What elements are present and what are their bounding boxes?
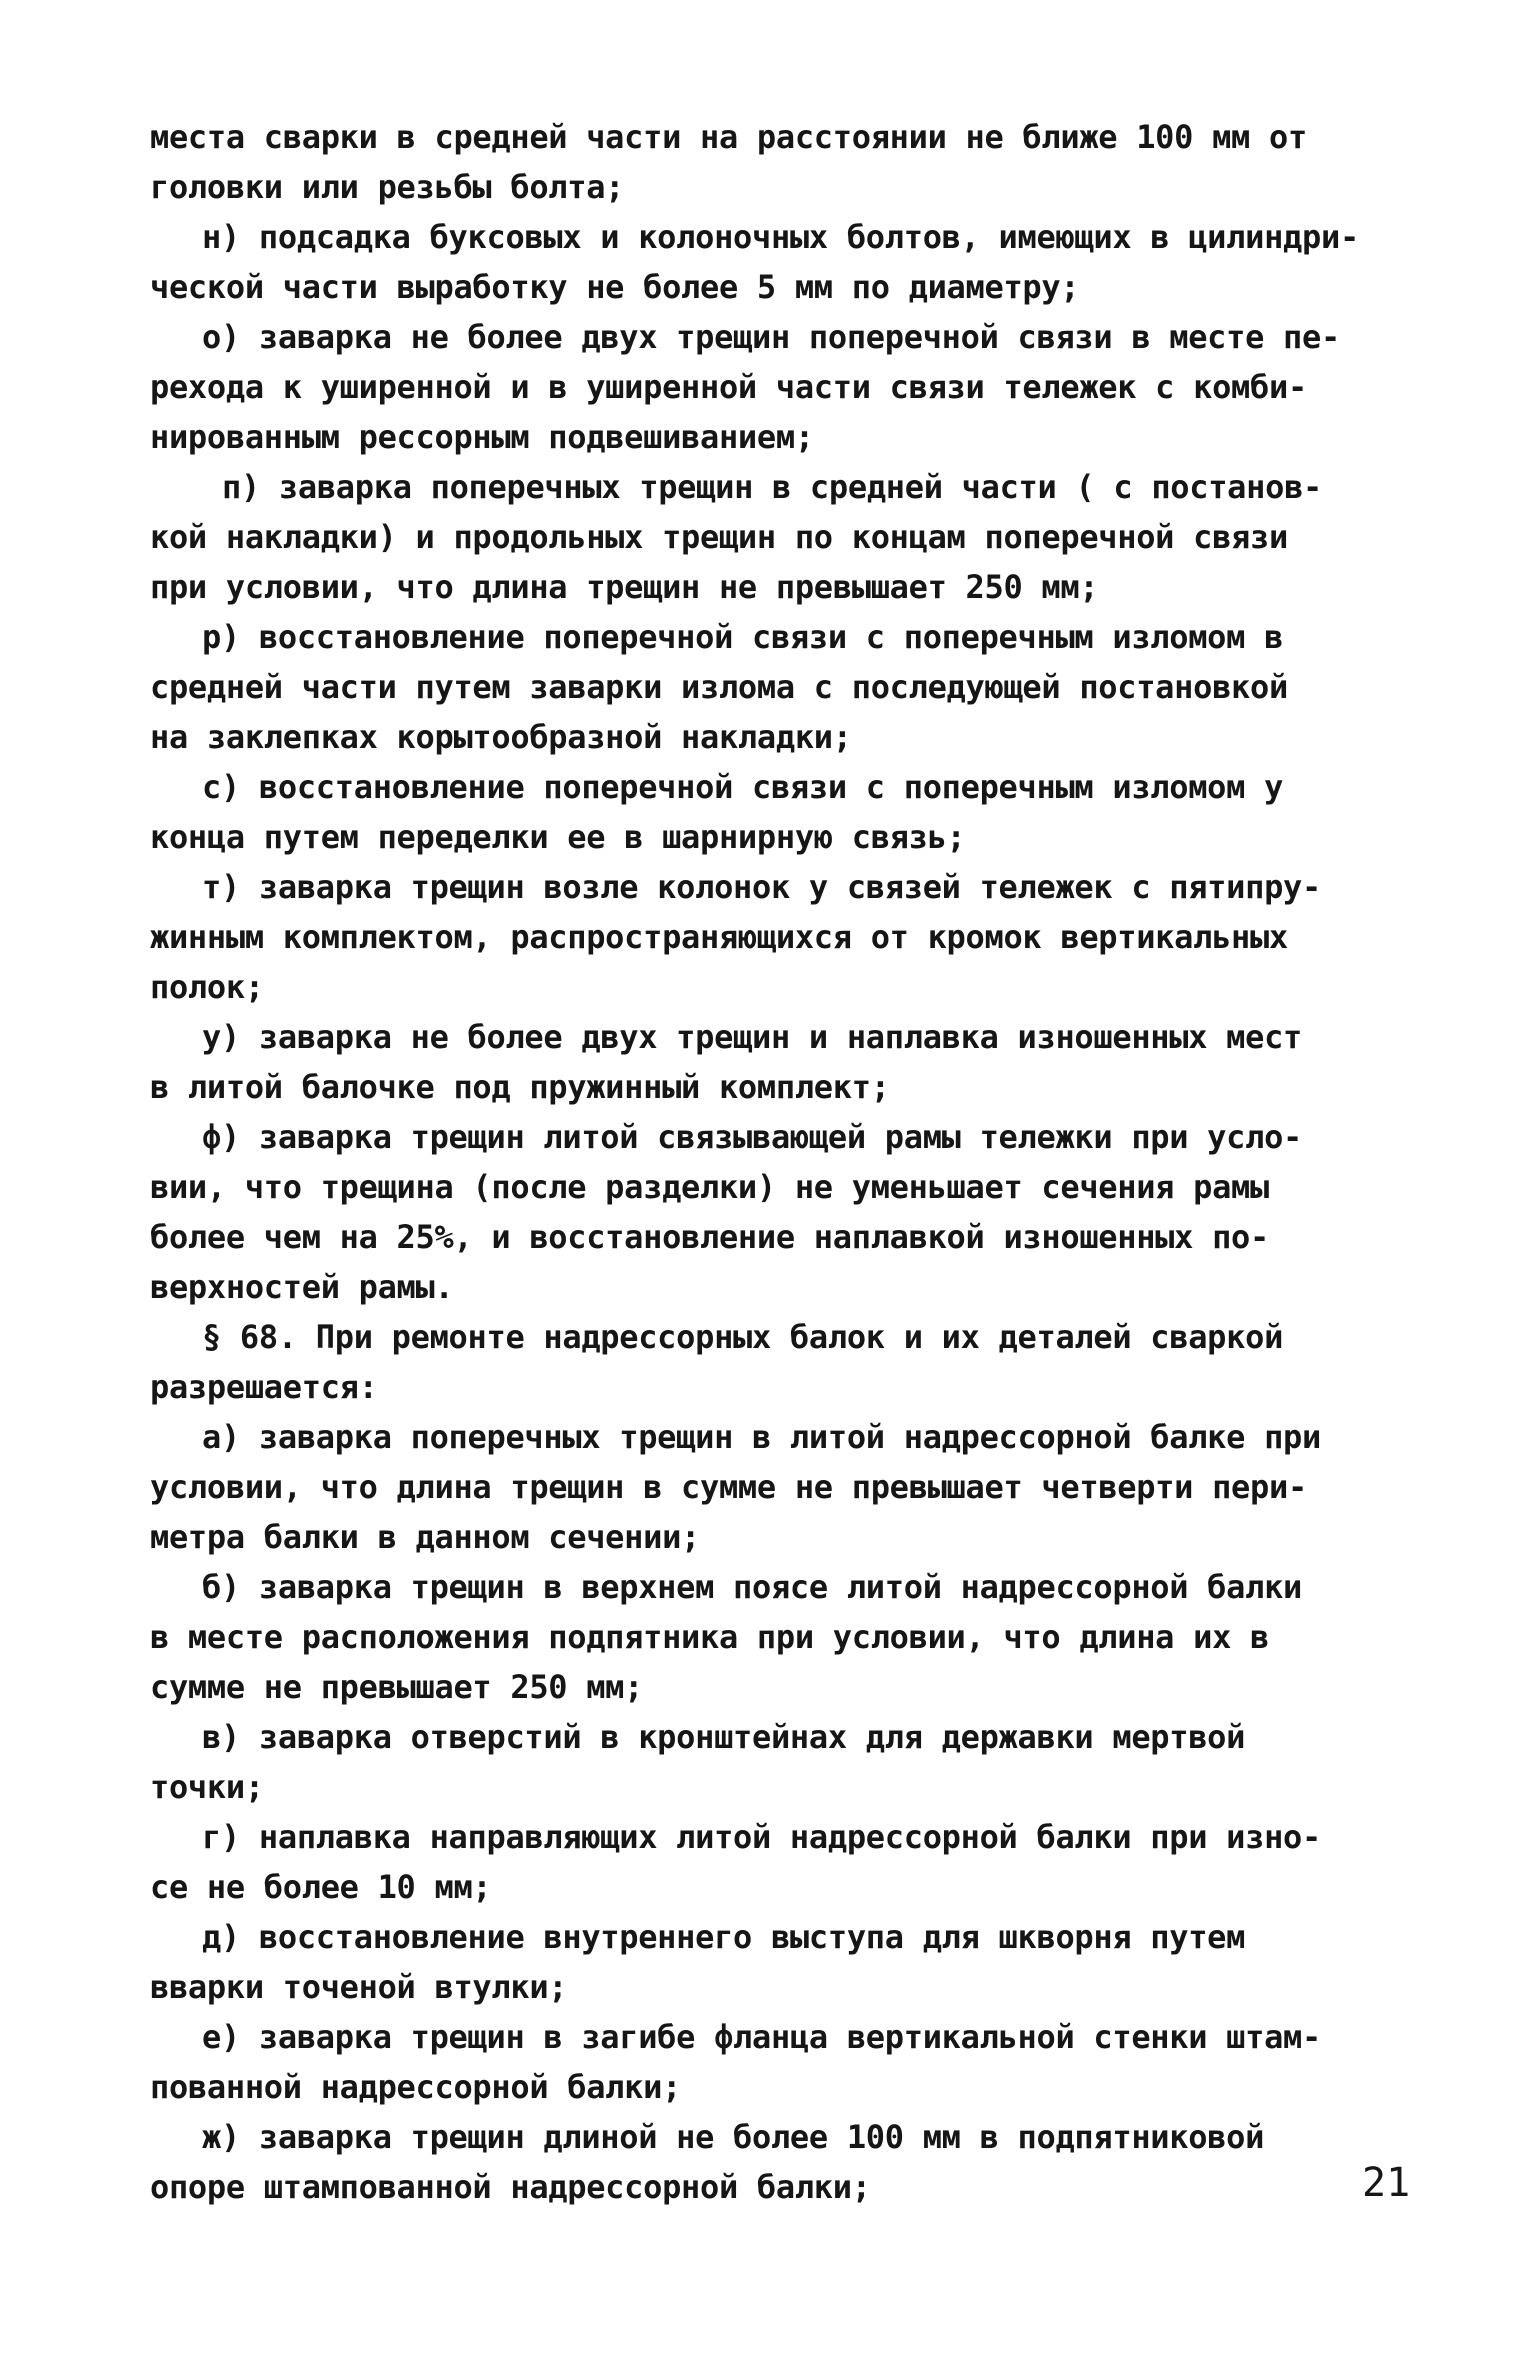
text-line: § 68. При ремонте надрессорных балок и их деталей сваркой (202, 1318, 1284, 1356)
text-line: т) заварка трещин возле колонок у связей тележек с пятипру- (202, 868, 1321, 906)
text-line: на заклепках корытообразной накладки; (150, 718, 852, 756)
text-line: в литой балочке под пружинный комплект; (150, 1068, 890, 1106)
text-line: верхностей рамы. (150, 1268, 454, 1306)
text-line: жинным комплектом, распространяющихся от кромок вертикальных (150, 918, 1288, 956)
text-line: с) восстановление поперечной связи с поперечным изломом у (202, 768, 1284, 806)
text-line: в месте расположения подпятника при условии, что длина их в (150, 1618, 1269, 1656)
text-line: вии, что трещина (после разделки) не уменьшает сечения рамы (150, 1168, 1269, 1206)
text-line: ческой части выработку не более 5 мм по диаметру; (150, 268, 1080, 306)
text-line: б) заварка трещин в верхнем поясе литой надрессорной балки (202, 1568, 1303, 1606)
text-line: условии, что длина трещин в сумме не превышает четверти пери- (150, 1468, 1307, 1506)
text-line: опоре штампованной надрессорной балки; (150, 2168, 871, 2206)
text-line: а) заварка поперечных трещин в литой надрессорной балке при (202, 1418, 1321, 1456)
text-line: более чем на 25%, и восстановление наплавкой изношенных по- (150, 1218, 1269, 1256)
text-line: г) наплавка направляющих литой надрессорной балки при изно- (202, 1818, 1321, 1856)
text-line: вварки точеной втулки; (150, 1968, 568, 2006)
text-line: в) заварка отверстий в кронштейнах для державки мертвой (202, 1718, 1246, 1756)
text-line: кой накладки) и продольных трещин по концам поперечной связи (150, 518, 1288, 556)
text-line: ф) заварка трещин литой связывающей рамы тележки при усло- (202, 1118, 1303, 1156)
text-line: метра балки в данном сечении; (150, 1518, 701, 1556)
text-line: ж) заварка трещин длиной не более 100 мм в подпятниковой (202, 2118, 1265, 2156)
text-line: точки; (150, 1768, 264, 1806)
text-line: сумме не превышает 250 мм; (150, 1668, 644, 1706)
text-line: места сварки в средней части на расстоянии не ближе 100 мм от (150, 118, 1307, 156)
text-line: нированным рессорным подвешиванием; (150, 418, 814, 456)
text-line: при условии, что длина трещин не превышает 250 мм; (150, 568, 1099, 606)
text-line: у) заварка не более двух трещин и наплавка изношенных мест (202, 1018, 1303, 1056)
text-line: н) подсадка буксовых и колоночных болтов, имеющих в цилиндри- (202, 218, 1359, 256)
text-line: рехода к уширенной и в уширенной части связи тележек с комби- (150, 368, 1307, 406)
page-number: 21 (1362, 2160, 1411, 2206)
text-line: пованной надрессорной балки; (150, 2068, 682, 2106)
text-line: е) заварка трещин в загибе фланца вертикальной стенки штам- (202, 2018, 1321, 2056)
text-line: полок; (150, 968, 264, 1006)
text-line: средней части путем заварки излома с последующей постановкой (150, 668, 1288, 706)
text-line: о) заварка не более двух трещин поперечной связи в месте пе- (202, 318, 1340, 356)
text-line: разрешается: (150, 1368, 378, 1406)
text-line: конца путем переделки ее в шарнирную связь; (150, 818, 966, 856)
text-body (150, 112, 1420, 2212)
text-line: р) восстановление поперечной связи с поперечным изломом в (202, 618, 1284, 656)
text-line: п) заварка поперечных трещин в средней части ( с постанов- (222, 468, 1323, 506)
text-line: се не более 10 мм; (150, 1868, 492, 1906)
text-line: головки или резьбы болта; (150, 168, 625, 206)
text-line: д) восстановление внутреннего выступа для шкворня путем (202, 1918, 1246, 1956)
